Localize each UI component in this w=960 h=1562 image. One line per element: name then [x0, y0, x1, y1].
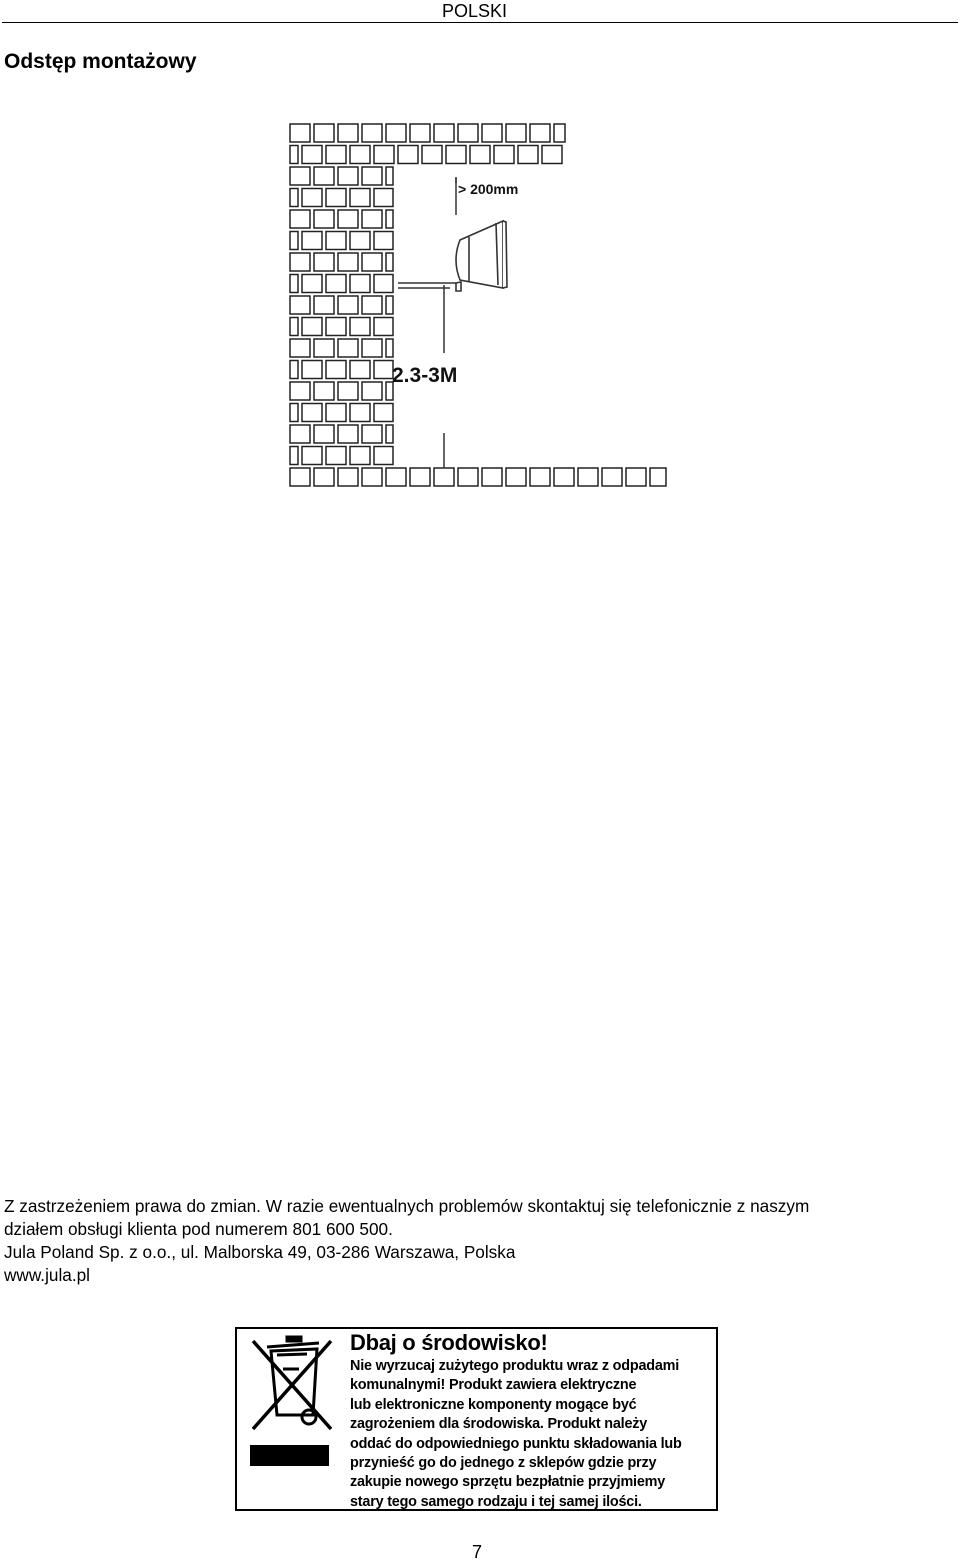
brick — [326, 275, 346, 293]
environment-line: Nie wyrzucaj zużytego produktu wraz z odpadami — [350, 1358, 680, 1374]
environment-body — [350, 1357, 682, 1512]
brick — [386, 253, 393, 271]
brick — [626, 468, 646, 486]
brick — [374, 318, 393, 336]
brick — [602, 468, 622, 486]
brick — [386, 167, 393, 185]
brick — [326, 361, 346, 379]
brick — [458, 468, 478, 486]
brick — [374, 275, 393, 293]
brick — [290, 468, 310, 486]
brick — [290, 318, 298, 336]
environment-line: komunalnymi! Produkt zawiera elektryczne — [350, 1377, 637, 1394]
notice-text — [4, 1195, 959, 1287]
brick — [302, 447, 322, 465]
brick — [338, 210, 358, 228]
brick — [470, 146, 490, 164]
dimension-lines — [444, 177, 456, 468]
brick — [362, 382, 382, 400]
brick — [350, 318, 370, 336]
clearance-label: > 200mm — [458, 181, 519, 197]
brick — [410, 124, 430, 142]
page-number: 7 — [472, 1542, 483, 1562]
brick — [530, 124, 550, 142]
brick — [350, 361, 370, 379]
brick — [302, 146, 322, 164]
brick — [374, 361, 393, 379]
brick — [290, 361, 298, 379]
brick — [290, 167, 310, 185]
brick — [494, 146, 514, 164]
brick — [386, 468, 406, 486]
brick — [446, 146, 466, 164]
brick — [650, 468, 666, 486]
brick — [338, 382, 358, 400]
brick — [386, 339, 393, 357]
brick — [326, 232, 346, 250]
brick — [410, 468, 430, 486]
brick — [386, 210, 393, 228]
header-divider — [2, 22, 958, 23]
height-label: 2.3-3M — [392, 364, 458, 387]
brick — [314, 124, 334, 142]
brick — [314, 339, 334, 357]
mounting-clearance-diagram — [280, 115, 680, 500]
brick — [350, 404, 370, 422]
brick — [302, 361, 322, 379]
brick — [314, 468, 334, 486]
brick-wall — [290, 124, 666, 486]
brick — [326, 404, 346, 422]
brick — [302, 275, 322, 293]
brick — [338, 167, 358, 185]
brick — [554, 468, 574, 486]
brick — [326, 447, 346, 465]
brick — [326, 146, 346, 164]
heater-device — [398, 221, 507, 291]
brick — [338, 124, 358, 142]
brick — [398, 146, 418, 164]
brick — [326, 189, 346, 207]
brick — [362, 124, 382, 142]
brick — [374, 232, 393, 250]
section-title: Odstęp montażowy — [4, 50, 197, 73]
brick — [290, 425, 310, 443]
brick — [326, 318, 346, 336]
environment-line: zagrożeniem dla środowiska. Produkt należy — [350, 1416, 648, 1433]
brick — [290, 404, 298, 422]
brick — [374, 447, 393, 465]
brick — [338, 339, 358, 357]
brick — [386, 425, 393, 443]
brick — [338, 296, 358, 314]
brick — [458, 124, 478, 142]
environment-line: lub elektroniczne komponenty mogące być — [350, 1396, 637, 1413]
crossed-out-wheelie-bin-icon — [247, 1335, 337, 1440]
brick — [506, 124, 526, 142]
brick — [362, 296, 382, 314]
brick — [290, 447, 298, 465]
heater-front — [503, 221, 507, 288]
brick — [290, 275, 298, 293]
separate-collection-bar — [250, 1445, 329, 1466]
brick — [350, 447, 370, 465]
brick — [302, 318, 322, 336]
brick — [362, 468, 382, 486]
brick — [554, 124, 565, 142]
brick — [302, 404, 322, 422]
brick — [338, 253, 358, 271]
notice-line: Jula Poland Sp. z o.o., ul. Malborska 49, 03-286 Warszawa, Polska — [4, 1242, 516, 1262]
environment-line: przynieść go do jednego z sklepów gdzie przy — [350, 1455, 657, 1472]
brick — [434, 124, 454, 142]
brick — [290, 253, 310, 271]
brick — [350, 146, 370, 164]
brick — [314, 382, 334, 400]
brick — [314, 253, 334, 271]
brick — [362, 253, 382, 271]
environment-notice-box — [235, 1327, 718, 1511]
brick — [350, 189, 370, 207]
notice-line: www.jula.pl — [4, 1265, 90, 1285]
notice-line: działem obsługi klienta pod numerem 801 600 500. — [4, 1219, 393, 1239]
brick — [314, 296, 334, 314]
brick — [350, 232, 370, 250]
brick — [338, 468, 358, 486]
brick — [290, 146, 298, 164]
brick — [362, 425, 382, 443]
notice-line: Z zastrzeżeniem prawa do zmian. W razie ewentualnych problemów skontaktuj się telefonicznie z naszym — [4, 1196, 810, 1216]
brick — [362, 339, 382, 357]
brick — [542, 146, 562, 164]
brick — [506, 468, 526, 486]
brick — [530, 468, 550, 486]
brick — [290, 210, 310, 228]
brick — [290, 189, 298, 207]
brick — [578, 468, 598, 486]
brick — [362, 210, 382, 228]
brick — [290, 232, 298, 250]
bracket-joint — [456, 282, 461, 291]
brick — [290, 339, 310, 357]
brick — [362, 167, 382, 185]
brick — [386, 296, 393, 314]
brick — [374, 189, 393, 207]
brick — [302, 189, 322, 207]
brick — [386, 124, 406, 142]
brick — [314, 167, 334, 185]
header-language: POLSKI — [442, 1, 508, 21]
environment-line: stary tego samego rodzaju i tej samej ilości. — [350, 1493, 642, 1510]
brick — [482, 124, 502, 142]
environment-title: Dbaj o środowisko! — [350, 1330, 548, 1355]
brick — [290, 296, 310, 314]
environment-line: oddać do odpowiedniego punktu składowania lub — [350, 1435, 682, 1452]
brick — [338, 425, 358, 443]
brick — [290, 382, 310, 400]
brick — [314, 210, 334, 228]
brick — [422, 146, 442, 164]
brick — [434, 468, 454, 486]
diagram-svg — [280, 115, 680, 500]
brick — [314, 425, 334, 443]
brick — [302, 232, 322, 250]
environment-line: zakupie nowego sprzętu bezpłatnie przyjmiemy — [350, 1474, 666, 1491]
brick — [482, 468, 502, 486]
brick — [374, 146, 394, 164]
brick — [290, 124, 310, 142]
brick — [374, 404, 393, 422]
brick — [350, 275, 370, 293]
brick — [518, 146, 538, 164]
